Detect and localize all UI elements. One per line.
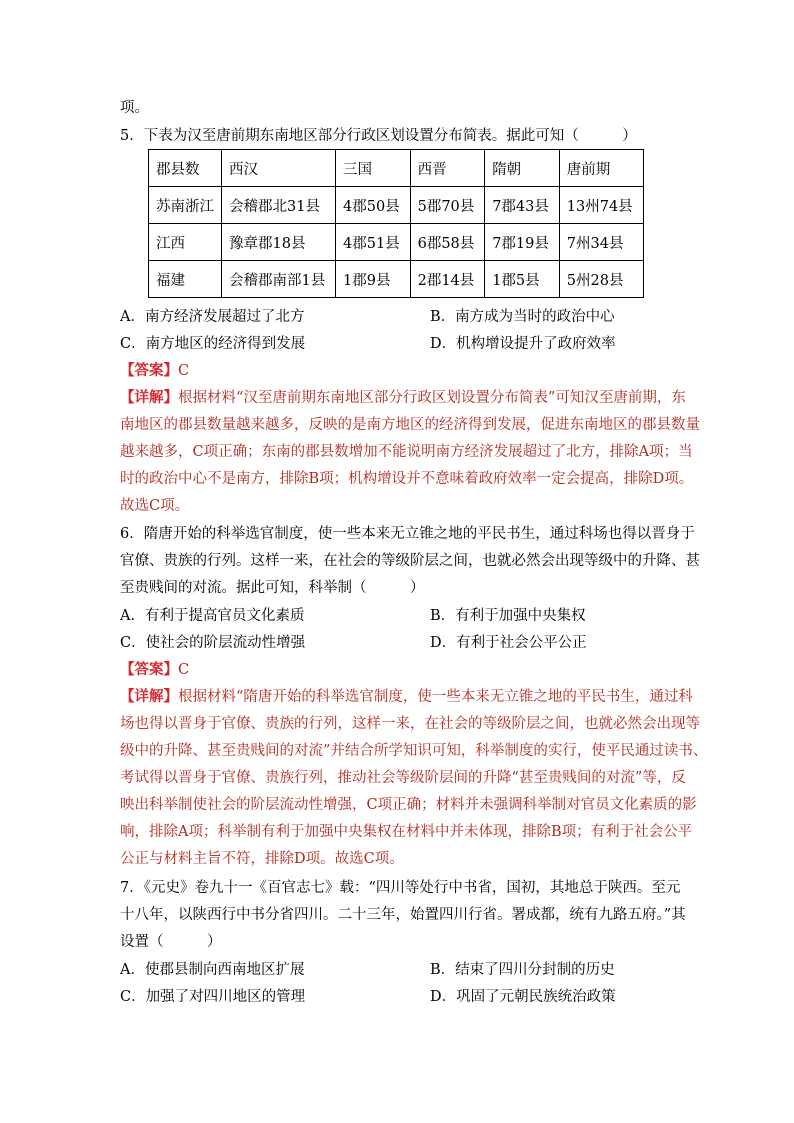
q5-detail-line: 越来越多，C项正确；东南的郡县数增加不能说明南方经济发展超过了北方，排除A项；当 <box>120 444 693 460</box>
table-row <box>149 224 644 261</box>
q5-detail-line: 南地区的郡县数量越来越多，反映的是南方地区的经济得到发展，促进东南地区的郡县数量 <box>120 417 700 433</box>
q6-detail-line: 响，排除A项；科举制有利于加强中央集权在材料中并未体现，排除B项；有利于社会公平 <box>120 824 693 840</box>
answer-value: C <box>178 363 190 379</box>
q6-detail-line: 公正与材料主旨不符，排除D项。故选C项。 <box>120 851 404 867</box>
q6-detail-line: 级中的升降、甚至贵贱间的对流”并结合所学知识可知，科举制度的实行，使平民通过读书、 <box>120 743 708 759</box>
answer-value: C <box>178 662 190 678</box>
question-7-stem: 十八年，以陕西行中书分省四川。二十三年，始置四川行省。署成都，统有九路五府。”其 <box>120 907 686 923</box>
table-cell: 4郡51县 <box>336 224 411 261</box>
table-cell: 5郡70县 <box>410 187 485 224</box>
table-cell: 三国 <box>336 150 411 187</box>
question-5-stem: 5．下表为汉至唐前期东南地区部分行政区划设置分布简表。据此可知（ ） <box>120 128 637 144</box>
table-cell: 2郡14县 <box>410 261 485 298</box>
q5-answer <box>120 359 189 380</box>
question-7-stem: 7．《元史》卷九十一《百官志七》载：“四川等处行中书省，国初，其地总于陕西。至元 <box>120 880 681 896</box>
q6-detail-line: 考试得以晋身于官僚、贵族行列，推动社会等级阶层间的升降“甚至贵贱间的对流”等，反 <box>120 770 686 786</box>
question-7-stem: 设置（ ） <box>120 934 222 950</box>
table-cell: 会稽郡南部1县 <box>222 261 336 298</box>
detail-text: 根据材料“隋唐开始的科举选官制度，使一些本来无立锥之地的平民书生，通过科 <box>178 689 693 705</box>
table-cell: 4郡50县 <box>336 187 411 224</box>
q6-detail-line: 场也得以晋身于官僚、贵族的行列，这样一来，在社会的等级阶层之间，也就必然会出现等 <box>120 716 700 732</box>
table-cell: 郡县数 <box>149 150 222 187</box>
table-row <box>149 261 644 298</box>
detail-tag: 【详解】 <box>120 688 178 705</box>
q5-detail-line <box>120 386 686 407</box>
q5-option-b: B．南方成为当时的政治中心 <box>430 309 615 325</box>
table-row <box>149 187 644 224</box>
table-cell: 豫章郡18县 <box>222 224 336 261</box>
table-cell: 6郡58县 <box>410 224 485 261</box>
question-6-stem: 6．隋唐开始的科举选官制度，使一些本来无立锥之地的平民书生，通过科场也得以晋身于 <box>120 526 695 542</box>
q6-detail-line <box>120 685 693 706</box>
admin-division-table <box>148 149 644 298</box>
detail-tag: 【详解】 <box>120 389 178 406</box>
q5-option-d: D．机构增设提升了政府效率 <box>430 336 616 352</box>
table-header-row <box>149 150 644 187</box>
table-cell: 会稽郡北31县 <box>222 187 336 224</box>
q6-option-a: A．有利于提高官员文化素质 <box>120 608 305 624</box>
question-6-stem: 官僚、贵族的行列。这样一来，在社会的等级阶层之间，也就必然会出现等级中的升降、甚 <box>120 553 700 569</box>
q5-detail-line: 故选C项。 <box>120 498 190 514</box>
q7-option-a: A．使郡县制向西南地区扩展 <box>120 962 305 978</box>
q5-detail-line: 时的政治中心不是南方，排除B项；机构增设并不意味着政府效率一定会提高，排除D项。 <box>120 471 694 487</box>
q5-option-c: C．南方地区的经济得到发展 <box>120 336 306 352</box>
q6-detail-line: 映出科举制使社会的阶层流动性增强，C项正确；材料并未强调科举制对官员文化素质的影 <box>120 797 697 813</box>
table-cell: 苏南浙江 <box>149 187 222 224</box>
table-cell: 隋朝 <box>485 150 560 187</box>
q7-option-d: D．巩固了元朝民族统治政策 <box>430 989 616 1005</box>
table-cell: 福建 <box>149 261 222 298</box>
table-cell: 1郡9县 <box>336 261 411 298</box>
detail-text: 根据材料“汉至唐前期东南地区部分行政区划设置分布简表”可知汉至唐前期，东 <box>178 390 686 406</box>
table-cell: 13州74县 <box>559 187 643 224</box>
q5-option-a: A．南方经济发展超过了北方 <box>120 309 305 325</box>
table-cell: 7郡19县 <box>485 224 560 261</box>
table-cell: 唐前期 <box>559 150 643 187</box>
answer-tag: 【答案】 <box>120 362 178 379</box>
q6-option-c: C．使社会的阶层流动性增强 <box>120 635 306 651</box>
q6-option-b: B．有利于加强中央集权 <box>430 608 586 624</box>
text-line: 项。 <box>120 100 149 116</box>
table-cell: 7郡43县 <box>485 187 560 224</box>
q6-option-d: D．有利于社会公平公正 <box>430 635 587 651</box>
table-cell: 1郡5县 <box>485 261 560 298</box>
question-6-stem: 至贵贱间的对流。据此可知，科举制（ ） <box>120 580 425 596</box>
table-cell: 西汉 <box>222 150 336 187</box>
table-cell: 西晋 <box>410 150 485 187</box>
q7-option-c: C．加强了对四川地区的管理 <box>120 989 306 1005</box>
table-cell: 江西 <box>149 224 222 261</box>
answer-tag: 【答案】 <box>120 661 178 678</box>
q6-answer <box>120 658 189 679</box>
q7-option-b: B．结束了四川分封制的历史 <box>430 962 615 978</box>
table-cell: 7州34县 <box>559 224 643 261</box>
table-cell: 5州28县 <box>559 261 643 298</box>
